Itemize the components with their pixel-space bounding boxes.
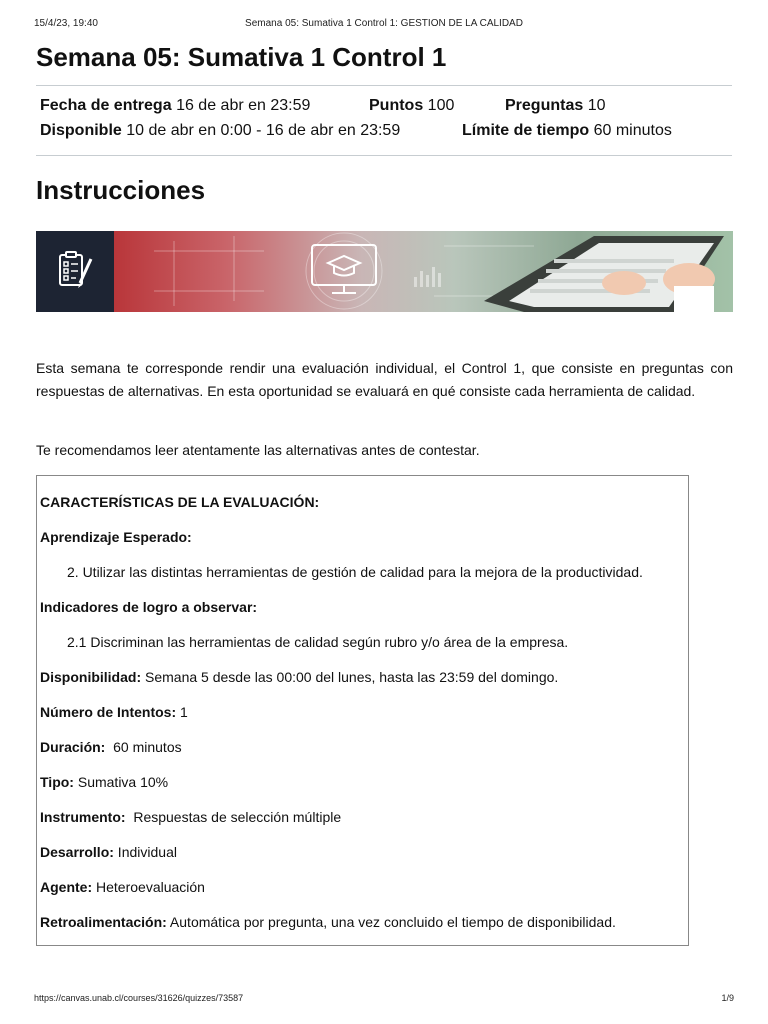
evaluation-box xyxy=(36,475,689,946)
print-datetime: 15/4/23, 19:40 xyxy=(34,18,98,29)
questions-value: 10 xyxy=(587,97,606,114)
agent-row: Agente: Heteroevaluación xyxy=(40,879,205,895)
meta-due xyxy=(40,97,310,115)
indicators-label: Indicadores de logro a observar: xyxy=(40,599,258,615)
instructions-paragraph-1: Esta semana te corresponde rendir una evaluación individual, el Control 1, que consiste en preguntas con respuestas de alternativas. En esta oportunidad se evaluará en qué consiste cada herramienta de calidad. xyxy=(36,360,733,399)
time-limit-label: Límite de tiempo xyxy=(462,122,590,139)
checklist-pencil-icon xyxy=(36,231,114,312)
divider-bottom xyxy=(36,155,732,156)
evaluation-heading: CARACTERÍSTICAS DE LA EVALUACIÓN: xyxy=(40,494,320,510)
points-label: Puntos xyxy=(369,97,424,114)
attempts-row: Número de Intentos: 1 xyxy=(40,704,188,720)
learning-label: Aprendizaje Esperado: xyxy=(40,529,192,545)
meta-available xyxy=(40,122,400,140)
development-row: Desarrollo: Individual xyxy=(40,844,177,860)
feedback-row: Retroalimentación: Automática por pregunta, una vez concluido el tiempo de disponibilidad. xyxy=(40,914,616,930)
points-value: 100 xyxy=(427,97,455,114)
page-title: Semana 05: Sumativa 1 Control 1 xyxy=(36,42,447,72)
print-url[interactable]: https://canvas.unab.cl/courses/31626/quizzes/73587 xyxy=(34,993,244,1003)
time-limit-value: 60 minutos xyxy=(593,122,672,139)
instructions-banner xyxy=(36,231,733,312)
learning-item: 2. Utilizar las distintas herramientas de gestión de calidad para la mejora de la productividad. xyxy=(67,564,643,580)
available-value: 10 de abr en 0:00 - 16 de abr en 23:59 xyxy=(126,122,401,139)
instructions-heading: Instrucciones xyxy=(36,175,206,205)
divider-top xyxy=(36,85,732,86)
laptop-graduation-cap-icon xyxy=(114,231,733,312)
indicators-item: 2.1 Discriminan las herramientas de calidad según rubro y/o área de la empresa. xyxy=(67,634,569,650)
meta-questions xyxy=(505,97,606,115)
availability-row: Disponibilidad: Semana 5 desde las 00:00 del lunes, hasta las 23:59 del domingo. xyxy=(40,669,559,685)
page-number: 1/9 xyxy=(721,993,734,1003)
instructions-paragraph-2: Te recomendamos leer atentamente las alternativas antes de contestar. xyxy=(36,442,480,458)
print-doc-title: Semana 05: Sumativa 1 Control 1: GESTION DE LA CALIDAD xyxy=(245,18,523,29)
available-label: Disponible xyxy=(40,122,122,139)
print-header xyxy=(34,18,734,32)
meta-points xyxy=(369,97,454,115)
questions-label: Preguntas xyxy=(505,97,584,114)
due-value: 16 de abr en 23:59 xyxy=(176,97,311,114)
instrument-row: Instrumento: Respuestas de selección múltiple xyxy=(40,809,342,825)
meta-time-limit xyxy=(462,122,672,140)
type-row: Tipo: Sumativa 10% xyxy=(40,774,169,790)
due-label: Fecha de entrega xyxy=(40,97,172,114)
banner-art xyxy=(114,231,733,312)
print-footer xyxy=(34,993,734,1007)
banner-icon-box xyxy=(36,231,114,312)
duration-row: Duración: 60 minutos xyxy=(40,739,182,755)
